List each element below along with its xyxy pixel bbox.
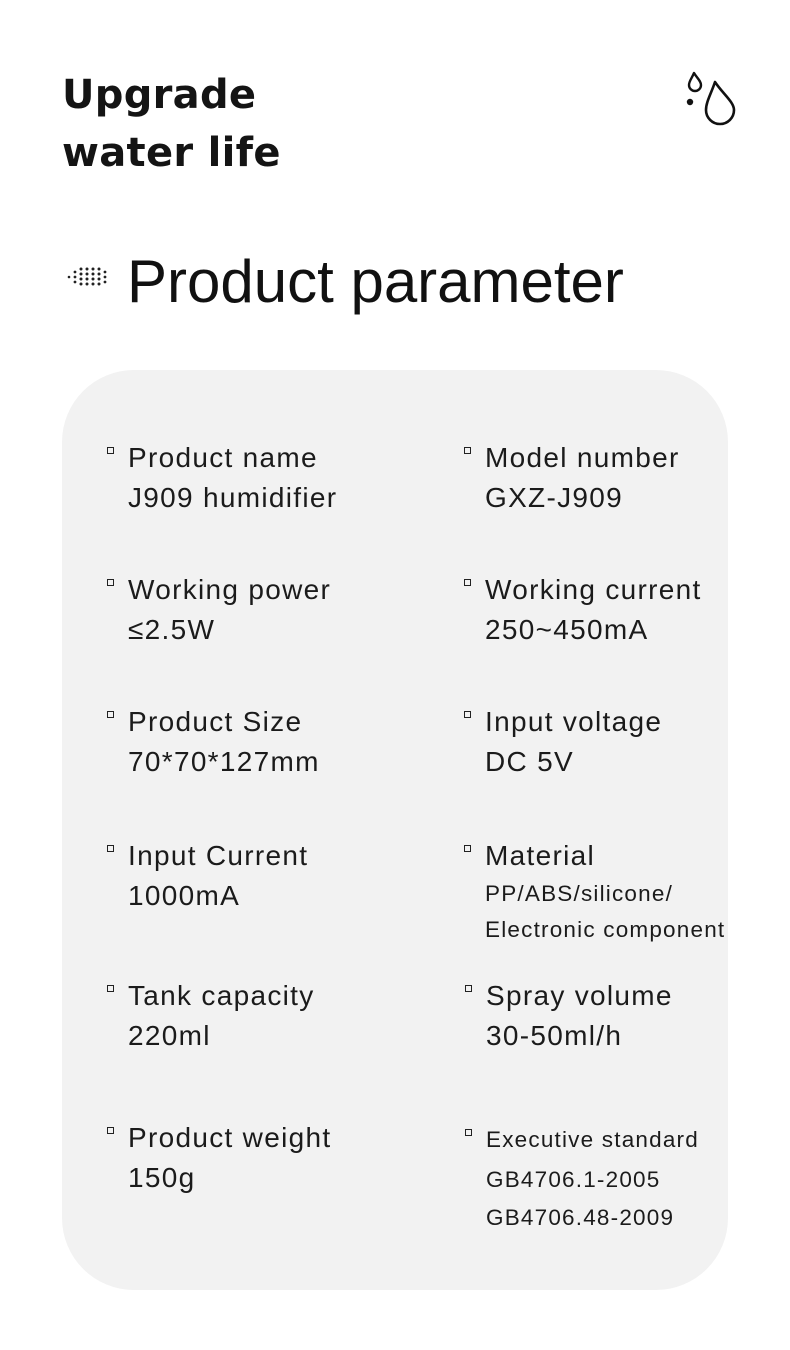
param-value: 30-50ml/h [486,1020,623,1051]
param-product-name [128,438,337,518]
param-label: Material [485,840,595,871]
bullet-icon [107,711,114,718]
param-label: Executive standard [486,1127,699,1152]
param-tank-capacity [128,976,315,1056]
bullet-icon [107,447,114,454]
bullet-icon [464,711,471,718]
param-value: ≤2.5W [128,614,216,645]
bullet-icon [464,447,471,454]
param-label: Tank capacity [128,980,315,1011]
param-label: Input voltage [485,706,663,737]
param-value: J909 humidifier [128,482,338,513]
param-value-line-1: PP/ABS/silicone/ [485,881,674,906]
section-title: Product parameter [127,248,624,315]
param-input-voltage [485,702,662,782]
param-input-current [128,836,308,916]
param-product-size [128,702,320,782]
bullet-icon [107,985,114,992]
param-label: Product weight [128,1122,332,1153]
param-value: GXZ-J909 [485,482,623,513]
param-material [485,836,725,948]
dot-grid-icon [66,266,110,288]
param-value: 150g [128,1162,196,1193]
param-value-line-2: GB4706.48-2009 [486,1205,675,1230]
water-drops-icon [682,70,738,126]
bullet-icon [107,1127,114,1134]
param-executive-standard [486,1120,699,1236]
bullet-icon [464,845,471,852]
param-value-line-1: GB4706.1-2005 [486,1167,661,1192]
tagline-line-2: water life [62,130,281,176]
param-label: Input Current [128,840,309,871]
param-value: 1000mA [128,880,241,911]
param-product-weight [128,1118,331,1198]
param-label: Product Size [128,706,303,737]
bullet-icon [107,845,114,852]
param-model-number [485,438,680,518]
param-value-line-2: Electronic component [485,917,726,942]
parameter-card [62,370,728,1290]
param-spray-volume [486,976,673,1056]
param-value: DC 5V [485,746,574,777]
param-label: Working current [485,574,702,605]
param-label: Model number [485,442,680,473]
param-value: 70*70*127mm [128,746,320,777]
param-working-current [485,570,702,650]
param-value: 220ml [128,1020,211,1051]
bullet-icon [464,579,471,586]
bullet-icon [465,985,472,992]
brand-tagline [62,66,281,182]
tagline-line-1: Upgrade [62,72,257,118]
param-label: Product name [128,442,318,473]
bullet-icon [465,1129,472,1136]
param-working-power [128,570,331,650]
bullet-icon [107,579,114,586]
param-label: Working power [128,574,332,605]
param-value: 250~450mA [485,614,649,645]
param-label: Spray volume [486,980,673,1011]
